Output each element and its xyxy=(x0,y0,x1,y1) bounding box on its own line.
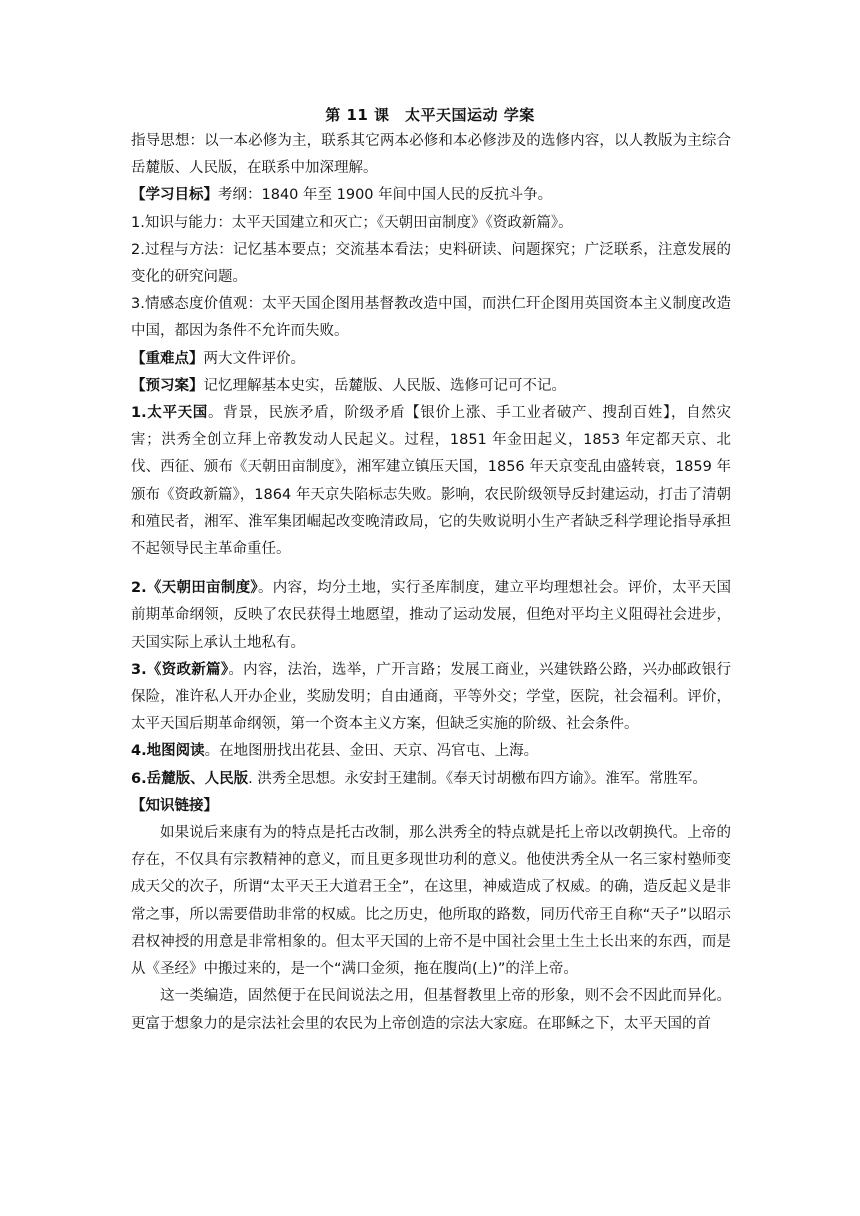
item-other-editions-text: . 洪秀全思想。永安封王建制。《奉天讨胡檄布四方谕》。淮军。常胜军。 xyxy=(248,770,707,787)
item-land-system xyxy=(131,575,731,657)
item-map-reading-label: 4.地图阅读 xyxy=(131,743,205,760)
objective-label: 【学习目标】 xyxy=(131,187,218,204)
item-land-system-text: 。内容，均分土地，实行圣库制度，建立平均理想社会。评价，太平天国前期革命纲领，反映了农民获得土地愿望，推动了运动发展，但绝对平均主义阻碍社会进步，天国实际上承认土地私有。 xyxy=(131,580,731,651)
item-taiping xyxy=(131,400,731,563)
difficulty-text: 两大文件评价。 xyxy=(203,350,305,367)
goal-process: 2.过程与方法：记忆基本要点；交流基本看法；史料研读、问题探究；广泛联系，注意发展的变化的研究问题。 xyxy=(131,241,731,286)
objective-text: 考纲：1840 年至 1900 年间中国人民的反抗斗争。 xyxy=(218,187,553,204)
goal-knowledge: 1.知识与能力：太平天国建立和灭亡；《天朝田亩制度》《资政新篇》。 xyxy=(131,214,573,231)
difficulty-paragraph xyxy=(131,346,731,373)
knowledge-paragraph-1: 如果说后来康有为的特点是托古改制，那么洪秀全的特点就是托上帝以改朝换代。上帝的存在，不仅具有宗教精神的意义，而且更多现世功利的意义。他使洪秀全从一名三家村塾师变成天父的次子，所谓“太平天王大道君王全”，在这里，神威造成了权威。的确，造反起义是非常之事，所以需要借助非常的权威。比之历史，他所取的路数，同历代帝王自称“天子”以昭示君权神授的用意是非常相象的。但太平天国的上帝不是中国社会里土生土长出来的东西，而是从《圣经》中搬过来的，是一个“满口金须，拖在腹尚(上)”的洋上帝。 xyxy=(131,825,731,978)
item-map-reading xyxy=(131,738,731,765)
item-taiping-text: 。背景，民族矛盾，阶级矛盾【银价上涨、手工业者破产、搜刮百姓】，自然灾害；洪秀全创立拜上帝教发动人民起义。过程，1851 年金田起义，1853 年定都天京、北伐、西征、颁布《天朝田亩制度》，湘军建立镇压天国，1856 年天京变乱由盛转衰，1859 年颁布《资政新篇》，1864 年天京失陷标志失败。影响，农民阶级领导反封建运动，打击了清朝和殖民者，湘军、淮军集团崛起改变晚清政局，它的失败说明小生产者缺乏科学理论指导承担不起领导民主革命重任。 xyxy=(131,405,731,558)
item-new-policy xyxy=(131,657,731,739)
preview-paragraph xyxy=(131,373,731,400)
preview-label: 【预习案】 xyxy=(131,377,204,394)
document-body xyxy=(131,128,731,1038)
item-taiping-label: 1.太平天国 xyxy=(131,405,208,422)
knowledge-paragraph-2: 这一类编造，固然便于在民间说法之用，但基督教里上帝的形象，则不会不因此而异化。更富于想象力的是宗法社会里的农民为上帝创造的宗法大家庭。在耶稣之下，太平天国的首 xyxy=(131,988,731,1032)
guide-paragraph: 指导思想：以一本必修为主，联系其它两本必修和本必修涉及的选修内容，以人教版为主综合岳麓版、人民版，在联系中加深理解。 xyxy=(131,133,731,177)
item-other-editions-label: 6.岳麓版、人民版 xyxy=(131,770,249,787)
preview-text: 记忆理解基本史实，岳麓版、人民版、选修可记可不记。 xyxy=(203,377,566,394)
item-new-policy-label: 3.《资政新篇》 xyxy=(131,661,229,678)
item-map-reading-text: 。在地图册找出花县、金田、天京、冯官屯、上海。 xyxy=(204,743,539,760)
objective-paragraph xyxy=(131,182,731,209)
item-new-policy-text: 。内容，法治，选举，广开言路；发展工商业，兴建铁路公路，兴办邮政银行保险，准许私人开办企业，奖励发明；自由通商，平等外交；学堂，医院，社会福利。评价，太平天国后期革命纲领，第一个资本主义方案，但缺乏实施的阶级、社会条件。 xyxy=(131,661,731,733)
goal-values: 3.情感态度价值观：太平天国企图用基督教改造中国，而洪仁玕企图用英国资本主义制度改造中国，都因为条件不允许而失败。 xyxy=(131,296,731,340)
page-title: 第 11 课 太平天国运动 学案 xyxy=(325,106,535,124)
difficulty-label: 【重难点】 xyxy=(131,350,204,367)
item-land-system-label: 2.《天朝田亩制度》 xyxy=(131,580,258,597)
item-other-editions xyxy=(131,766,731,793)
knowledge-link-heading: 【知识链接】 xyxy=(131,797,218,814)
